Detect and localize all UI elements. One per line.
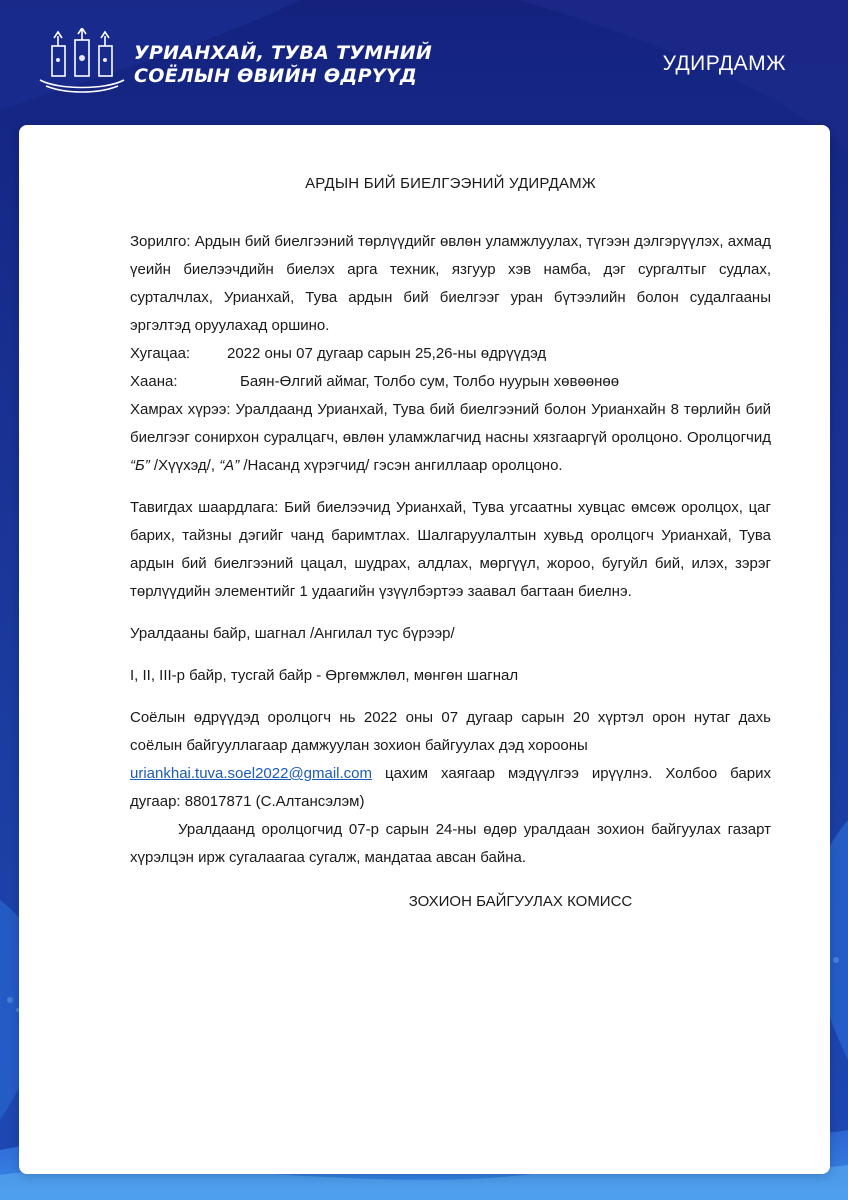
time-row [130,340,771,368]
signature: ЗОХИОН БАЙГУУЛАХ КОМИСС [408,893,633,910]
email-link[interactable]: uriankhai.tuva.soel2022@gmail.com [130,765,373,782]
brand-line-2: СОЁЛЫН ӨВИЙН ӨДРҮҮД [134,65,418,87]
scope-text-2: /Хүүхэд/, [149,457,220,474]
page-header [0,0,848,125]
place-label: Хаана: [130,373,178,390]
prizes-paragraph: I, II, III-р байр, тусгай байр - Өргөмжлөл, мөнгөн шагнал [130,667,519,684]
goal-paragraph: Зорилго: Ардын бий биелгээний төрлүүдийг өвлөн уламжлуулах, түгээн дэлгэрүүлэх, ахмад үеийн биелээчдийн биелэх арга техник, язгуур хэв намба, дэг сургалтыг судлах, сурталчлах, Урианхай, Тува ардын бий биелгээг уран бүтээлийн болон судалгааны эргэлтэд оруулахад оршино. [130,233,771,334]
place-value: Баян-Өлгий аймаг, Толбо сум, Толбо нуурын хөвөөнөө [240,373,620,390]
scope-text-1: Хамрах хүрээ: Уралдаанд Урианхай, Тува бий биелгээний болон Урианхайн 8 төрлийн бий биелгээг сонирхон суралцагч, өвлөн уламжлагчид насны хязгааргүй оролцоно. Оролцогчид [130,401,771,446]
document-card [19,125,830,1174]
registration-text-1: Соёлын өдрүүдэд оролцогч нь 2022 оны 07 дугаар сарын 20 хүртэл орон нутаг дахь соёлын байгууллагаар дамжуулан зохион байгуулах дэд хорооны [130,709,771,754]
registration-paragraph [130,704,771,816]
festival-logo-icon [38,28,126,101]
brand-line-1: УРИАНХАЙ, ТУВА ТУМНИЙ [134,42,433,64]
brand-name [134,42,432,88]
document-body [130,170,771,931]
time-label: Хугацаа: [130,345,191,362]
scope-paragraph [130,396,771,480]
category-b: “Б” [130,457,150,474]
arrival-paragraph: Уралдаанд оролцогчид 07-р сарын 24-ны өдөр уралдаан зохион байгуулах газарт хүрэлцэн ирж сугалаагаа сугалж, мандатаа авсан байна. [130,821,771,866]
time-value: 2022 оны 07 дугаар сарын 25,26-ны өдрүүдэд [227,345,547,362]
requirements-paragraph: Тавигдах шаардлага: Бий биелээчид Урианхай, Тува угсаатны хувцас өмсөж оролцох, цаг барих, тайзны дэгийг чанд баримтлах. Шалгаруулалтын хувьд оролцогч Урианхай, Тува ардын бий биелгээний цацал, шудрах, алдлах, мөргүүл, жороо, бугуйл бий, илэх, зэрэг төрлүүдийн элементийг 1 удаагийн үзүүлбэртээ заавал багтаан биелнэ. [130,499,771,600]
scope-text-3: /Насанд хүрэгчид/ гэсэн ангиллаар оролцоно. [239,457,563,474]
document-title: АРДЫН БИЙ БИЕЛГЭЭНИЙ УДИРДАМЖ [305,175,596,192]
prizes-heading: Уралдааны байр, шагнал /Ангилал тус бүрээр/ [130,625,455,642]
header-label: УДИРДАМЖ [662,52,786,75]
place-row [130,368,771,396]
category-a: “А” [219,457,240,474]
registration-text-2: цахим хаягаар мэдүүлгээ ирүүлнэ. Холбоо барих дугаар: 88017871 (С.Алтансэлэм) [130,765,771,810]
